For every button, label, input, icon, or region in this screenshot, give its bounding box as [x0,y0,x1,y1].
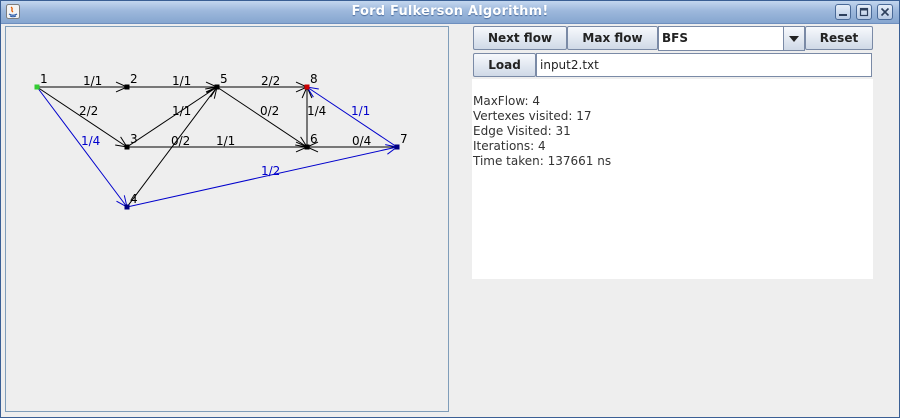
edge-label-7-6: 0/4 [352,134,372,148]
edge-label-5-8: 2/2 [261,74,281,88]
edge-label-1-2: 1/1 [83,74,103,88]
stat-vertexes-visited: Vertexes visited: 17 [473,109,592,123]
window-title: Ford Fulkerson Algorithm! [351,4,549,19]
edge-label-4-7: 1/2 [261,164,281,178]
file-name-text: input2.txt [540,58,599,72]
graph-node-label-2: 2 [130,72,138,86]
minimize-button[interactable] [835,4,851,20]
minimize-icon [836,5,850,19]
stat-edges-visited: Edge Visited: 31 [473,124,571,138]
max-flow-button[interactable]: Max flow [567,26,658,50]
graph-node-label-7: 7 [400,132,408,146]
stats-panel [472,79,873,279]
flow-network-graph [6,27,448,411]
edge-label-7-8: 1/1 [351,104,371,118]
edge-label-4-5: 0/2 [171,134,191,148]
maximize-icon [857,5,871,19]
close-button[interactable] [877,4,893,20]
edge-label-6-8: 1/4 [307,104,327,118]
graph-node-1[interactable] [35,85,40,90]
edge-label-3-5: 1/1 [172,104,192,118]
close-icon [878,5,892,19]
graph-node-label-6: 6 [310,132,318,146]
stat-iterations: Iterations: 4 [473,139,546,153]
graph-node-label-8: 8 [310,72,318,86]
graph-node-2[interactable] [125,85,130,90]
reset-button[interactable]: Reset [805,26,873,50]
graph-node-4[interactable] [125,205,130,210]
maximize-button[interactable] [856,4,872,20]
next-flow-button[interactable]: Next flow [473,26,567,50]
edge-label-3-6: 1/1 [216,134,236,148]
stat-max-flow: MaxFlow: 4 [473,94,541,108]
search-method-select[interactable] [658,26,805,51]
stat-time-taken: Time taken: 137661 ns [473,154,612,168]
graph-node-label-3: 3 [130,132,138,146]
file-name-input[interactable] [536,53,872,77]
load-button[interactable]: Load [473,53,536,77]
graph-canvas[interactable] [5,26,449,412]
graph-node-5[interactable] [215,85,220,90]
graph-node-6[interactable] [305,145,310,150]
graph-node-label-5: 5 [220,72,228,86]
title-bar[interactable] [1,1,899,24]
graph-node-label-1: 1 [40,72,48,86]
edge-label-1-3: 2/2 [79,104,99,118]
graph-node-3[interactable] [125,145,130,150]
edge-label-5-6: 0/2 [260,104,280,118]
edge-label-1-4: 1/4 [81,134,101,148]
search-method-value: BFS [662,31,688,45]
dropdown-arrow-button[interactable] [783,27,804,50]
edge-label-2-5: 1/1 [172,74,192,88]
chevron-down-icon [784,27,804,50]
graph-node-label-4: 4 [130,192,138,206]
graph-node-8[interactable] [305,85,310,90]
graph-node-7[interactable] [395,145,400,150]
